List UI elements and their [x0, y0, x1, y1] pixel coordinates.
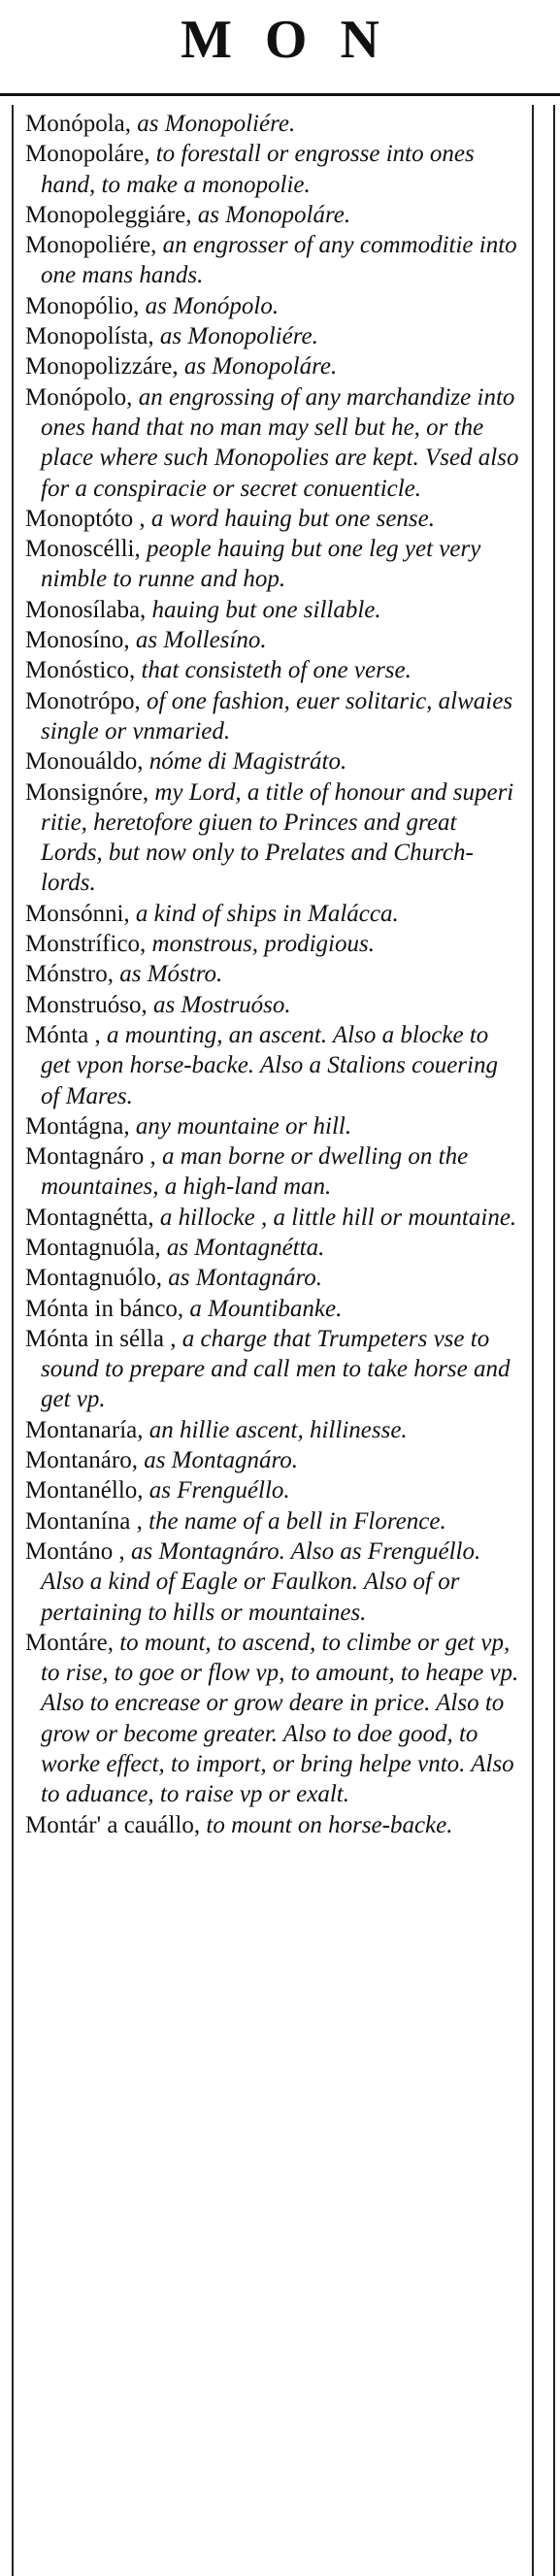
entry-headword: Montáno ,: [25, 1537, 125, 1565]
entry-headword: Mónta in sélla ,: [25, 1325, 177, 1352]
dictionary-entry: [25, 200, 522, 230]
entry-definition: as Frenguéllo.: [143, 1477, 290, 1504]
entry-headword: Montagnétta,: [25, 1204, 154, 1231]
entry-definition: a word hauing but one sense.: [145, 505, 435, 532]
dictionary-entry: [25, 686, 522, 747]
entry-headword: Mónta in bánco,: [25, 1295, 184, 1322]
entry-headword: Monópolo,: [25, 383, 133, 411]
entry-headword: Montágna,: [25, 1112, 130, 1139]
entry-definition: as Montagnétta.: [160, 1234, 325, 1261]
dictionary-entry: [25, 230, 522, 291]
entry-headword: Montagnáro ,: [25, 1143, 156, 1171]
entry-headword: Monstruóso,: [25, 991, 148, 1018]
dictionary-entry: [25, 1475, 522, 1505]
entry-definition: of one fashion, euer solitaric, alwaies single or vnmaried.: [41, 687, 513, 744]
entry-headword: Montagnuóla,: [25, 1234, 161, 1261]
entry-definition: a charge that Trumpeters vse to sound to prepare and call men to take horse and get vp.: [41, 1325, 511, 1413]
entry-definition: to mount on horse-backe.: [200, 1811, 453, 1838]
dictionary-entry: [25, 1141, 522, 1203]
entry-headword: Monoscélli,: [25, 536, 141, 563]
entry-headword: Monopoleggiáre,: [25, 201, 192, 228]
dictionary-entry: [25, 109, 522, 139]
dictionary-entry: [25, 929, 522, 959]
entry-headword: Monópola,: [25, 111, 132, 137]
entry-definition: a man borne or dwelling on the mountaines, a high-land man.: [41, 1143, 469, 1201]
dictionary-entry: [25, 1324, 522, 1415]
entry-headword: Monopolísta,: [25, 323, 154, 350]
entry-headword: Monóstico,: [25, 657, 136, 684]
entry-headword: Montáre,: [25, 1629, 114, 1656]
dictionary-entry: [25, 655, 522, 685]
dictionary-column: [25, 109, 522, 1840]
entry-headword: Monouáldo,: [25, 748, 144, 776]
dictionary-entry: [25, 746, 522, 776]
dictionary-entry: [25, 899, 522, 929]
entry-definition: the name of a bell in Florence.: [142, 1507, 446, 1535]
entry-definition: monstrous, prodigious.: [146, 931, 375, 958]
entry-headword: Monopoliére,: [25, 232, 157, 259]
entry-headword: Monstrífico,: [25, 931, 147, 958]
entry-definition: as Montagnáro. Also as Frenguéllo. Also a kind of Eagle or Faulkon. Also of or pertaining to hills or mountaines.: [41, 1537, 481, 1626]
entry-definition: an engrosser of any commoditie into one mans hands.: [41, 232, 517, 289]
dictionary-entry: [25, 1536, 522, 1628]
dictionary-entry: [25, 1628, 522, 1810]
dictionary-entry: [25, 382, 522, 504]
entry-definition: to mount, to ascend, to climbe or get vp, to rise, to goe or flow vp, to amount, to heape vp. Also to encrease or grow deare in price. Also to grow or become greater. Also to doe good, to worke effect, to import, or bring helpe vnto. Also to aduance, to raise vp or exalt.: [41, 1629, 519, 1808]
dictionary-entry: [25, 595, 522, 625]
entry-headword: Montagnuólo,: [25, 1265, 162, 1292]
entry-headword: Monsónni,: [25, 900, 130, 927]
dictionary-entry: [25, 1111, 522, 1141]
entry-definition: an engrossing of any marchandize into ones hand that no man may sell but he, or the place where such Monopolies are kept. Vsed also for a conspiracie or secret conuenticle.: [41, 383, 519, 502]
entry-definition: a mounting, an ascent. Also a blocke to get vpon horse-backe. Also a Stalions couering of Mares.: [41, 1021, 498, 1109]
entry-headword: Monsignóre,: [25, 778, 149, 806]
dictionary-entry: [25, 1294, 522, 1324]
entry-definition: as Monopoláre.: [191, 201, 351, 228]
entry-definition: a hillocke , a little hill or mountaine.: [153, 1204, 517, 1231]
entry-headword: Montanaría,: [25, 1416, 144, 1443]
entry-definition: as Monopoliére.: [153, 323, 318, 350]
dictionary-entry: [25, 139, 522, 200]
dictionary-entry: [25, 291, 522, 321]
entry-headword: Montanína ,: [25, 1507, 143, 1535]
entry-definition: my Lord, a title of honour and superi ritie, heretofore giuen to Princes and great Lords, but now only to Prelates and Church-lords.: [41, 778, 514, 897]
entry-definition: hauing but one sillable.: [146, 596, 381, 623]
dictionary-entry: [25, 1810, 522, 1840]
entry-headword: Monotrópo,: [25, 687, 141, 714]
dictionary-entry: [25, 351, 522, 381]
page-edge-rule: [553, 105, 555, 2576]
dictionary-entry: [25, 1203, 522, 1233]
column-rule-right: [532, 105, 534, 2576]
entry-definition: any mountaine or hill.: [129, 1112, 352, 1139]
entry-definition: to forestall or engrosse into ones hand, to make a monopolie.: [41, 141, 475, 198]
dictionary-entry: [25, 321, 522, 351]
entry-definition: a kind of ships in Malácca.: [129, 900, 399, 927]
entry-headword: Monopolizzáre,: [25, 353, 179, 380]
entry-headword: Mónta ,: [25, 1021, 101, 1048]
dictionary-entry: [25, 1506, 522, 1536]
entry-definition: an hillie ascent, hillinesse.: [143, 1416, 408, 1443]
dictionary-entry: [25, 534, 522, 595]
entry-definition: as Móstro.: [113, 961, 223, 988]
entry-headword: Monoptóto ,: [25, 505, 146, 532]
entry-definition: that consisteth of one verse.: [135, 657, 412, 684]
dictionary-entry: [25, 1233, 522, 1263]
entry-definition: as Montagnáro.: [161, 1265, 323, 1292]
dictionary-entry: [25, 1415, 522, 1445]
entry-definition: as Monopoliére.: [131, 111, 296, 137]
entry-headword: Montanéllo,: [25, 1477, 144, 1504]
page-header-title: MON: [181, 10, 412, 70]
dictionary-entry: [25, 625, 522, 655]
entry-headword: Montár' a cauállo,: [25, 1811, 201, 1838]
entry-definition: as Monópolo.: [139, 292, 280, 319]
entry-definition: as Monopoláre.: [178, 353, 338, 380]
dictionary-entry: [25, 1020, 522, 1111]
dictionary-entry: [25, 504, 522, 534]
entry-definition: people hauing but one leg yet very nimble to runne and hop.: [41, 536, 481, 593]
dictionary-entry: [25, 1445, 522, 1475]
entry-headword: Monopoláre,: [25, 141, 150, 168]
dictionary-entry: [25, 777, 522, 899]
entry-definition: a Mountibanke.: [183, 1295, 343, 1322]
entry-headword: Monosílaba,: [25, 596, 147, 623]
entry-definition: nóme di Magistráto.: [143, 748, 347, 776]
header-rule: [0, 93, 560, 96]
entry-headword: Mónstro,: [25, 961, 114, 988]
entry-definition: as Montagnáro.: [137, 1447, 299, 1474]
column-rule-left: [12, 105, 14, 2576]
entry-headword: Monopólio,: [25, 292, 140, 319]
entry-definition: as Mostruóso.: [147, 991, 291, 1018]
dictionary-entry: [25, 1263, 522, 1293]
dictionary-entry: [25, 990, 522, 1020]
entry-headword: Monosíno,: [25, 627, 130, 654]
entry-headword: Montanáro,: [25, 1447, 138, 1474]
dictionary-entry: [25, 959, 522, 989]
entry-definition: as Mollesíno.: [129, 627, 267, 654]
